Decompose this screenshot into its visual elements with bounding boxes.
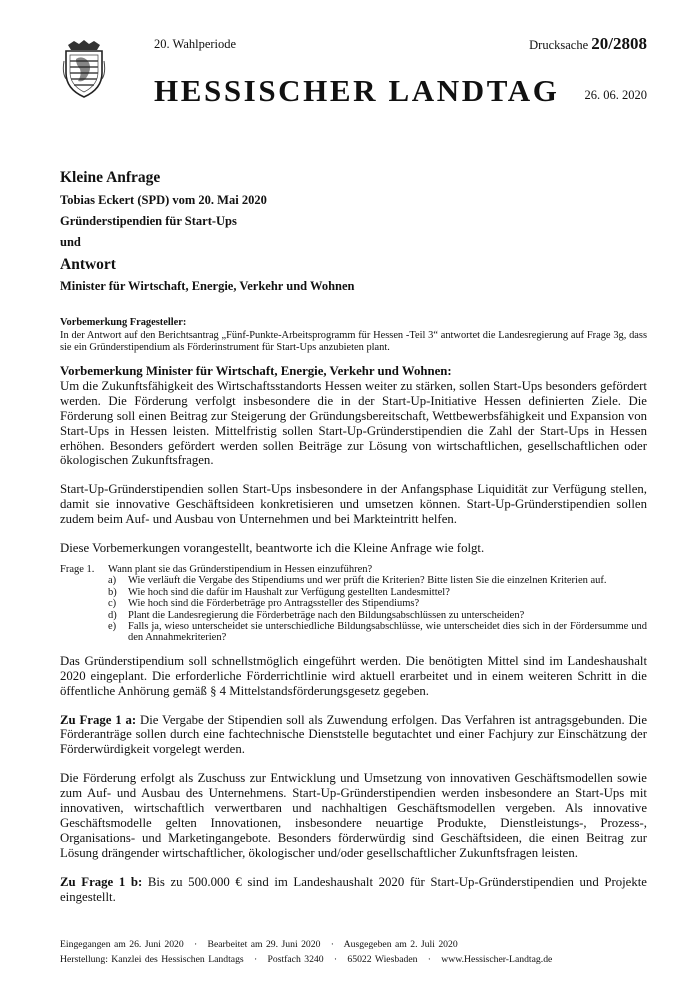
frage-1-label: Frage 1. (60, 563, 95, 575)
item-letter: e) (108, 621, 117, 632)
vorbemerkung-minister-p3: Diese Vorbemerkungen vorangestellt, beantworte ich die Kleine Anfrage wie folgt. (60, 541, 485, 556)
vorbemerkung-fragesteller-text: In der Antwort auf den Berichtsantrag „Fünf-Punkte-Arbeitsprogramm für Hessen -Teil 3“ antwortet die Landesregierung auf Frage 3g, dass sie ein Gründerstipendium als Förderinstrument für Start-Ups anzubieten plant. (60, 329, 647, 353)
drucksache (529, 34, 647, 54)
frage-1-item (108, 610, 647, 621)
doc-type: Kleine Anfrage (60, 169, 161, 186)
vorbemerkung-minister-p1 (60, 364, 647, 468)
item-letter: c) (108, 598, 117, 610)
footer (60, 937, 650, 967)
document-heading (60, 169, 650, 300)
zu-frage-1a (60, 713, 647, 758)
footer-line-2: Herstellung: Kanzlei des Hessischen Landtags · Postfach 3240 · 65022 Wiesbaden · www.Hessischer-Landtag.de (60, 954, 553, 965)
item-letter: b) (108, 586, 117, 598)
vorbemerkung-fragesteller (60, 317, 647, 355)
subject: Gründerstipendien für Start-Ups (60, 214, 237, 228)
parliament-title: HESSISCHER LANDTAG (154, 73, 560, 108)
frage-1-item (108, 587, 647, 598)
zu-frage-1b (60, 875, 647, 905)
frage-1-item (108, 621, 647, 644)
frage-1-item (108, 598, 647, 609)
item-text: Wie hoch sind die dafür im Haushalt zur Verfügung gestellten Landesmittel? (128, 586, 450, 598)
item-letter: d) (108, 609, 117, 621)
zu-frage-1a-p2: Die Förderung erfolgt als Zuschuss zur Entwicklung und Umsetzung von innovativen Geschäftsmodellen sowie zum Auf- und Ausbau des Unternehmens. Start-Up-Gründerstipendien werden insbesondere an Start-Ups mit innovativen, wirtschaftlich verwertbaren und nachhaltigen Geschäftsmodellen vergeben. Als innovative Geschäftsmodelle gelten Innovationen, insbesondere neuartige Produkte, Dienstleistungs-, Prozess-, Organisations- und Marketingangebote. Besonders förderwürdig sind Geschäftsideen, die einen Beitrag zur Lösung drängender wirtschaftlicher, ökologischer und/oder gesellschaftlicher Zukunftsfragen leisten. (60, 771, 647, 860)
antwort-frage-1: Das Gründerstipendium soll schnellstmöglich eingeführt werden. Die benötigten Mittel sind im Landeshaushalt 2020 eingeplant. Die erforderliche Förderrichtlinie wird aktuell erarbeitet und in einem weiteren Schritt in die öffentliche Anhörung gemäß § 4 Mittelstandsförderungsgesetz gegeben. (60, 653, 647, 698)
item-text: Plant die Landesregierung die Förderbeträge nach den Bildungsabschlüssen zu unterscheiden? (128, 609, 525, 621)
und: und (60, 235, 81, 249)
zu-frage-1b-text: Bis zu 500.000 € sind im Landeshaushalt 2020 für Start-Up-Gründerstipendien und Projekte eingestellt. (60, 874, 647, 904)
document-body (60, 364, 647, 919)
frage-1-question: Wann plant sie das Gründerstipendium in Hessen einzuführen? (108, 563, 373, 575)
footer-line-1: Eingegangen am 26. Juni 2020 · Bearbeitet am 29. Juni 2020 · Ausgegeben am 2. Juli 2020 (60, 939, 458, 950)
vorbemerkung-minister-title: Vorbemerkung Minister für Wirtschaft, Energie, Verkehr und Wohnen: (60, 364, 452, 378)
drucksache-label: Drucksache (529, 38, 589, 52)
frage-1-item (108, 575, 647, 586)
zu-frage-1a-label: Zu Frage 1 a: (60, 712, 137, 727)
zu-frage-1b-label: Zu Frage 1 b: (60, 874, 143, 889)
document-date: 26. 06. 2020 (584, 88, 647, 102)
zu-frage-1a-text: Die Vergabe der Stipendien soll als Zuwendung erfolgen. Das Verfahren ist antragsgebunden. Die Förderanträge sollen durch eine fachtechnische Dienststelle begutachtet und einer Fachjury zur Einschätzung der Förderwürdigkeit vorgelegt werden. (60, 712, 648, 757)
vorbemerkung-fragesteller-title: Vorbemerkung Fragesteller: (60, 317, 187, 328)
hessen-coat-of-arms-icon (62, 39, 106, 99)
minister: Minister für Wirtschaft, Energie, Verkehr und Wohnen (60, 279, 355, 293)
item-text: Wie verläuft die Vergabe des Stipendiums und wer prüft die Kriterien? Bitte listen Sie die einzelnen Kriterien auf. (128, 575, 607, 587)
frage-1 (60, 564, 647, 644)
item-text: Wie hoch sind die Förderbeträge pro Antragssteller des Stipendiums? (128, 598, 420, 610)
author-line: Tobias Eckert (SPD) vom 20. Mai 2020 (60, 193, 267, 207)
wahlperiode: 20. Wahlperiode (154, 37, 237, 51)
item-text: Falls ja, wieso unterscheidet sie unterschiedliche Bildungsabschlüsse, wie unterscheidet dies sich in der Fördersumme und den Annahmekriterien? (128, 621, 647, 644)
vorbemerkung-minister-p2: Start-Up-Gründerstipendien sollen Start-Ups insbesondere in der Anfangsphase Liquidität zur Verfügung stellen, damit sie innovative Geschäftsideen konkretisieren und umsetzen können. Start-Up-Gründerstipendien sollen zudem beim Auf- und Ausbau von Unternehmen und bei Markteintritt helfen. (60, 482, 647, 527)
vorbemerkung-minister-text: Um die Zukunftsfähigkeit des Wirtschaftsstandorts Hessen weiter zu stärken, sollen Start-Ups besonders gefördert werden. Die Förderung verfolgt insbesondere die in der Start-Up-Initiative Hessen definierten Ziele. Die Förderung soll einen Beitrag zur Steigerung der Gründungsbereitschaft, Wettbewerbsfähigkeit und Expansion von Start-Ups in Hessen leisten. Mittelfristig sollen Start-Up-Gründerstipendien die Zahl der Start-Ups in Hessen erhöhen. Besonders gefördert werden sollen Beiträge zur Lösung von wirtschaftlichen, gesellschaftlichen oder ökologischen Zukunftsfragen. (60, 378, 647, 468)
drucksache-number: 20/2808 (591, 34, 647, 53)
item-letter: a) (108, 575, 117, 587)
antwort-heading: Antwort (60, 256, 116, 273)
